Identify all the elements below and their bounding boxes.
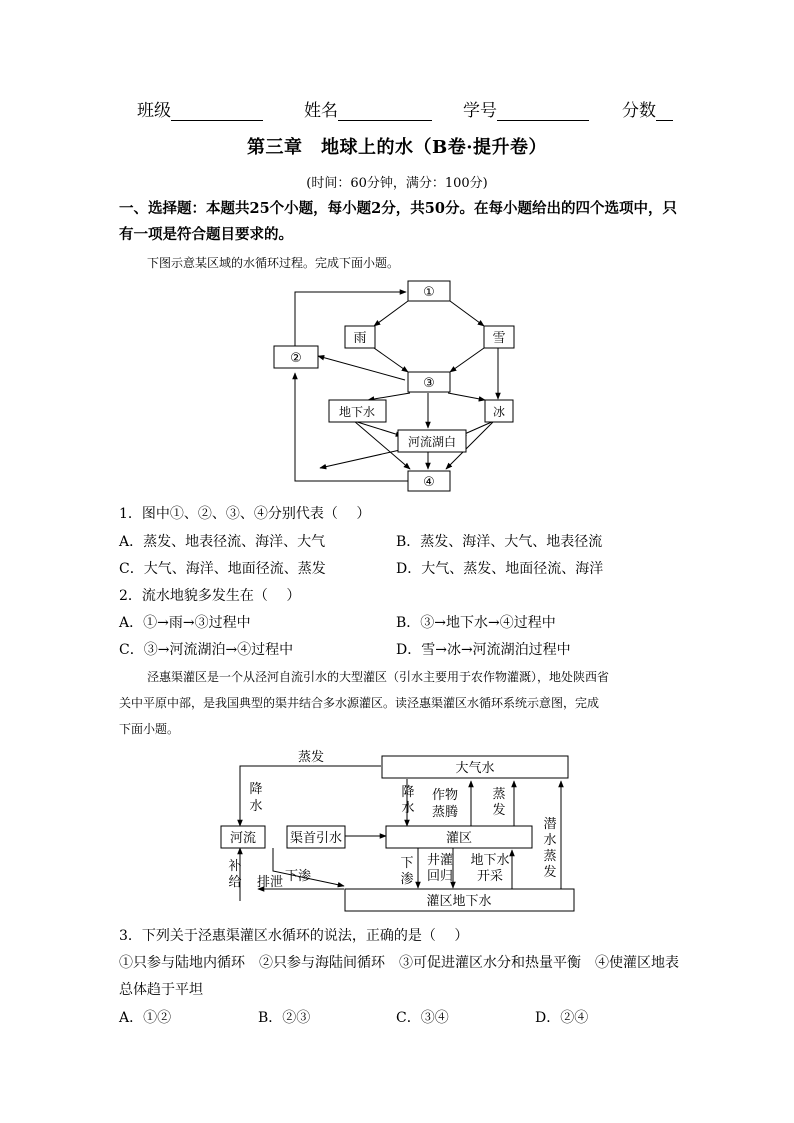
gw-label: 灌区地下水	[426, 894, 492, 909]
intro-2-line2: 关中平原中部，是我国典型的渠井结合多水源灌区。读泾惠渠灌区水循环系统示意图，完成	[119, 696, 600, 710]
section-heading	[119, 196, 689, 248]
arrow-rain-to-3	[374, 348, 408, 372]
question-1-option-b[interactable]: B．蒸发、海洋、大气、地表径流	[396, 534, 603, 550]
student-info-header	[0, 96, 794, 124]
page-title: 第三章 地球上的水（B卷·提升卷）	[247, 137, 547, 158]
question-2-option-c[interactable]: C．③→河流湖泊→④过程中	[119, 642, 294, 658]
atmo-label: 大气水	[455, 761, 495, 776]
question-3-option-a[interactable]: A．①②	[119, 1010, 172, 1026]
score-field[interactable]	[622, 96, 673, 121]
arrow-river-to-left	[320, 450, 400, 468]
phreatic-3: 蒸	[543, 849, 557, 864]
phreatic-1: 潜	[543, 817, 557, 832]
question-2-option-a[interactable]: A．①→雨→③过程中	[119, 615, 251, 631]
seep2-1: 下	[400, 856, 414, 871]
question-3-statements-line1: ①只参与陆地内循环 ②只参与海陆间循环 ③可促进灌区水分和热量平衡 ④使灌区地表	[119, 955, 679, 971]
evap-right-2: 发	[492, 803, 506, 818]
irrigation-water-cycle-diagram	[218, 746, 580, 916]
name-blank[interactable]	[338, 102, 432, 121]
question-1-option-a[interactable]: A．蒸发、地表径流、海洋、大气	[119, 534, 326, 550]
node-snow-label: 雪	[492, 331, 506, 346]
phreatic-2: 水	[543, 833, 557, 848]
question-3-option-b[interactable]: B．②③	[258, 1010, 311, 1026]
intake-label: 渠首引水	[289, 831, 343, 846]
question-1-option-d[interactable]: D．大气、蒸发、地面径流、海洋	[396, 561, 604, 577]
precip-mid-2: 水	[401, 801, 415, 816]
question-3-statements-line2: 总体趋于平坦	[119, 982, 203, 998]
crop-label-1: 作物	[431, 788, 459, 803]
class-blank[interactable]	[171, 102, 263, 121]
node-2-label: ②	[290, 351, 302, 366]
irrig-label: 灌区	[445, 831, 473, 846]
arrow-1-to-snow	[450, 301, 484, 326]
node-ice-label: 冰	[492, 405, 506, 419]
precip-left-1: 降	[249, 782, 263, 797]
name-label: 姓名	[304, 101, 338, 121]
arrow-groundwater-to-river	[354, 421, 402, 436]
seep-label: 下渗	[284, 869, 312, 884]
node-groundwater-label: 地下水	[338, 405, 376, 419]
supply-1: 补	[228, 859, 242, 874]
arrow-1-to-rain	[374, 301, 408, 326]
question-1-option-c[interactable]: C．大气、海洋、地面径流、蒸发	[119, 561, 326, 577]
gwx-1: 地下水	[470, 853, 510, 868]
arrow-3-to-ice	[448, 393, 485, 400]
node-1-label: ①	[423, 285, 435, 300]
score-blank[interactable]	[656, 102, 673, 121]
question-3-option-c[interactable]: C．③④	[396, 1010, 449, 1026]
arrow-3-to-groundwater	[368, 393, 410, 400]
exam-duration: (时间：60分钟，满分：100分)	[306, 176, 488, 191]
class-label: 班级	[137, 101, 171, 121]
class-field[interactable]	[137, 96, 263, 121]
phreatic-4: 发	[543, 865, 557, 880]
question-2-option-d[interactable]: D．雪→冰→河流湖泊过程中	[396, 642, 571, 658]
arrow-3-to-2	[318, 356, 405, 380]
node-4-label: ④	[423, 475, 435, 490]
crop-label-2: 蒸腾	[431, 805, 459, 820]
question-3-stem: 3．下列关于泾惠渠灌区水循环的说法，正确的是（ ）	[119, 928, 469, 944]
section-heading-line2: 有一项是符合题目要求的。	[119, 226, 293, 243]
well-1: 井灌	[426, 853, 454, 868]
section-heading-line1: 一、选择题：本题共25个小题，每小题2分，共50分。在每小题给出的四个选项中，只	[119, 200, 677, 217]
drain-label: 排泄	[256, 875, 284, 890]
question-2-stem: 2．流水地貌多发生在（ ）	[119, 588, 301, 604]
node-river-label: 河流湖白	[407, 435, 457, 449]
river-label: 河流	[229, 831, 257, 846]
arrow-snow-to-3	[450, 348, 484, 372]
evap-top-label: 蒸发	[297, 750, 325, 765]
precip-left-2: 水	[249, 799, 263, 814]
evap-right-1: 蒸	[492, 787, 506, 802]
intro-1: 下图示意某区域的水循环过程。完成下面小题。	[147, 256, 400, 270]
id-field[interactable]	[463, 96, 589, 121]
id-blank[interactable]	[497, 102, 589, 121]
precip-mid-1: 降	[401, 785, 415, 800]
name-field[interactable]	[304, 96, 432, 121]
score-label: 分数	[622, 101, 656, 121]
gwx-2: 开采	[476, 869, 504, 884]
seep2-2: 渗	[400, 872, 414, 887]
arrow-4-to-2	[295, 373, 408, 481]
intro-2-line1: 泾惠渠灌区是一个从泾河自流引水的大型灌区（引水主要用于农作物灌溉），地处陕西省	[147, 670, 610, 684]
question-1-stem: 1．图中①、②、③、④分别代表（ ）	[119, 506, 371, 522]
id-label: 学号	[463, 101, 497, 121]
question-3-option-d[interactable]: D．②④	[535, 1010, 589, 1026]
supply-2: 给	[228, 875, 242, 890]
node-3-label: ③	[423, 376, 435, 391]
question-2-option-b[interactable]: B．③→地下水→④过程中	[396, 615, 556, 631]
well-2: 回归	[426, 869, 454, 884]
water-cycle-diagram	[250, 276, 540, 498]
node-rain-label: 雨	[353, 331, 367, 346]
intro-2-line3: 下面小题。	[119, 722, 180, 736]
